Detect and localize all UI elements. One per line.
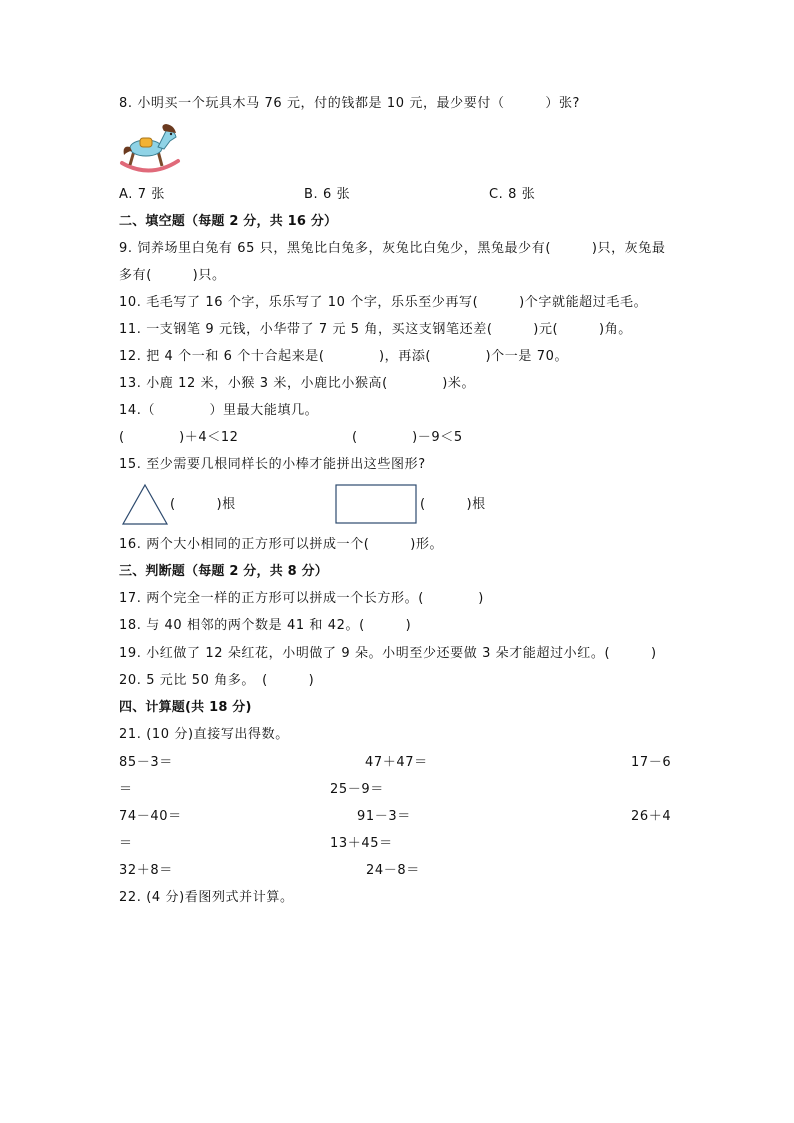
calc-item: 47＋47＝ [365, 755, 428, 770]
calc-item: 85－3＝ [119, 755, 173, 770]
question-10: 10. 毛毛写了 16 个字，乐乐写了 10 个字，乐乐至少再写( )个字就能超过毛毛。 [119, 295, 648, 310]
question-14-part-a: ( )＋4＜12 [119, 430, 239, 445]
calc-item: 74－40＝ [119, 809, 182, 824]
question-8-text: 8. 小明买一个玩具木马 76 元，付的钱都是 10 元，最少要付（ ）张? [119, 96, 581, 111]
rocking-horse-icon [118, 121, 182, 177]
question-22: 22. (4 分)看图列式并计算。 [119, 890, 294, 905]
calc-item: ＝ [119, 782, 133, 797]
calc-item: 26＋4 [631, 809, 672, 824]
calc-item: 13＋45＝ [330, 836, 393, 851]
question-14: 14.（ ）里最大能填几。 [119, 403, 319, 418]
option-a: A. 7 张 [119, 187, 165, 202]
calc-item: 17－6 [631, 755, 672, 770]
question-21: 21. (10 分)直接写出得数。 [119, 727, 289, 742]
question-15: 15. 至少需要几根同样长的小棒才能拼出这些图形? [119, 457, 426, 472]
question-9-line-1: 9. 饲养场里白兔有 65 只，黑兔比白兔多，灰兔比白兔少，黑兔最少有( )只，灰兔最 [119, 241, 666, 256]
section-2-heading: 二、填空题（每题 2 分，共 16 分） [119, 214, 338, 229]
calc-item: 91－3＝ [357, 809, 411, 824]
question-13: 13. 小鹿 12 米，小猴 3 米，小鹿比小猴高( )米。 [119, 376, 476, 391]
question-20: 20. 5 元比 50 角多。 ( ) [119, 673, 315, 688]
question-15-triangle-answer: ( )根 [170, 497, 236, 512]
question-9-line-2: 多有( )只。 [119, 268, 226, 283]
calc-item: 24－8＝ [366, 863, 420, 878]
option-c: C. 8 张 [489, 187, 536, 202]
question-18: 18. 与 40 相邻的两个数是 41 和 42。( ) [119, 618, 412, 633]
rectangle-figure [335, 484, 419, 526]
calc-item: 32＋8＝ [119, 863, 173, 878]
option-b: B. 6 张 [304, 187, 351, 202]
question-15-rectangle-answer: ( )根 [420, 497, 486, 512]
question-17: 17. 两个完全一样的正方形可以拼成一个长方形。( ) [119, 591, 484, 606]
question-16: 16. 两个大小相同的正方形可以拼成一个( )形。 [119, 537, 444, 552]
question-19: 19. 小红做了 12 朵红花，小明做了 9 朵。小明至少还要做 3 朵才能超过小红。( ) [119, 646, 657, 661]
section-4-heading: 四、计算题(共 18 分) [119, 700, 252, 715]
question-12: 12. 把 4 个一和 6 个十合起来是( )，再添( )个一是 70。 [119, 349, 569, 364]
calc-item: 25－9＝ [330, 782, 384, 797]
calc-item: ＝ [119, 836, 133, 851]
question-11: 11. 一支钢笔 9 元钱，小华带了 7 元 5 角，买这支钢笔还差( )元( )角。 [119, 322, 632, 337]
question-14-part-b: ( )－9＜5 [352, 430, 463, 445]
section-3-heading: 三、判断题（每题 2 分，共 8 分） [119, 564, 328, 579]
triangle-figure [120, 483, 170, 527]
